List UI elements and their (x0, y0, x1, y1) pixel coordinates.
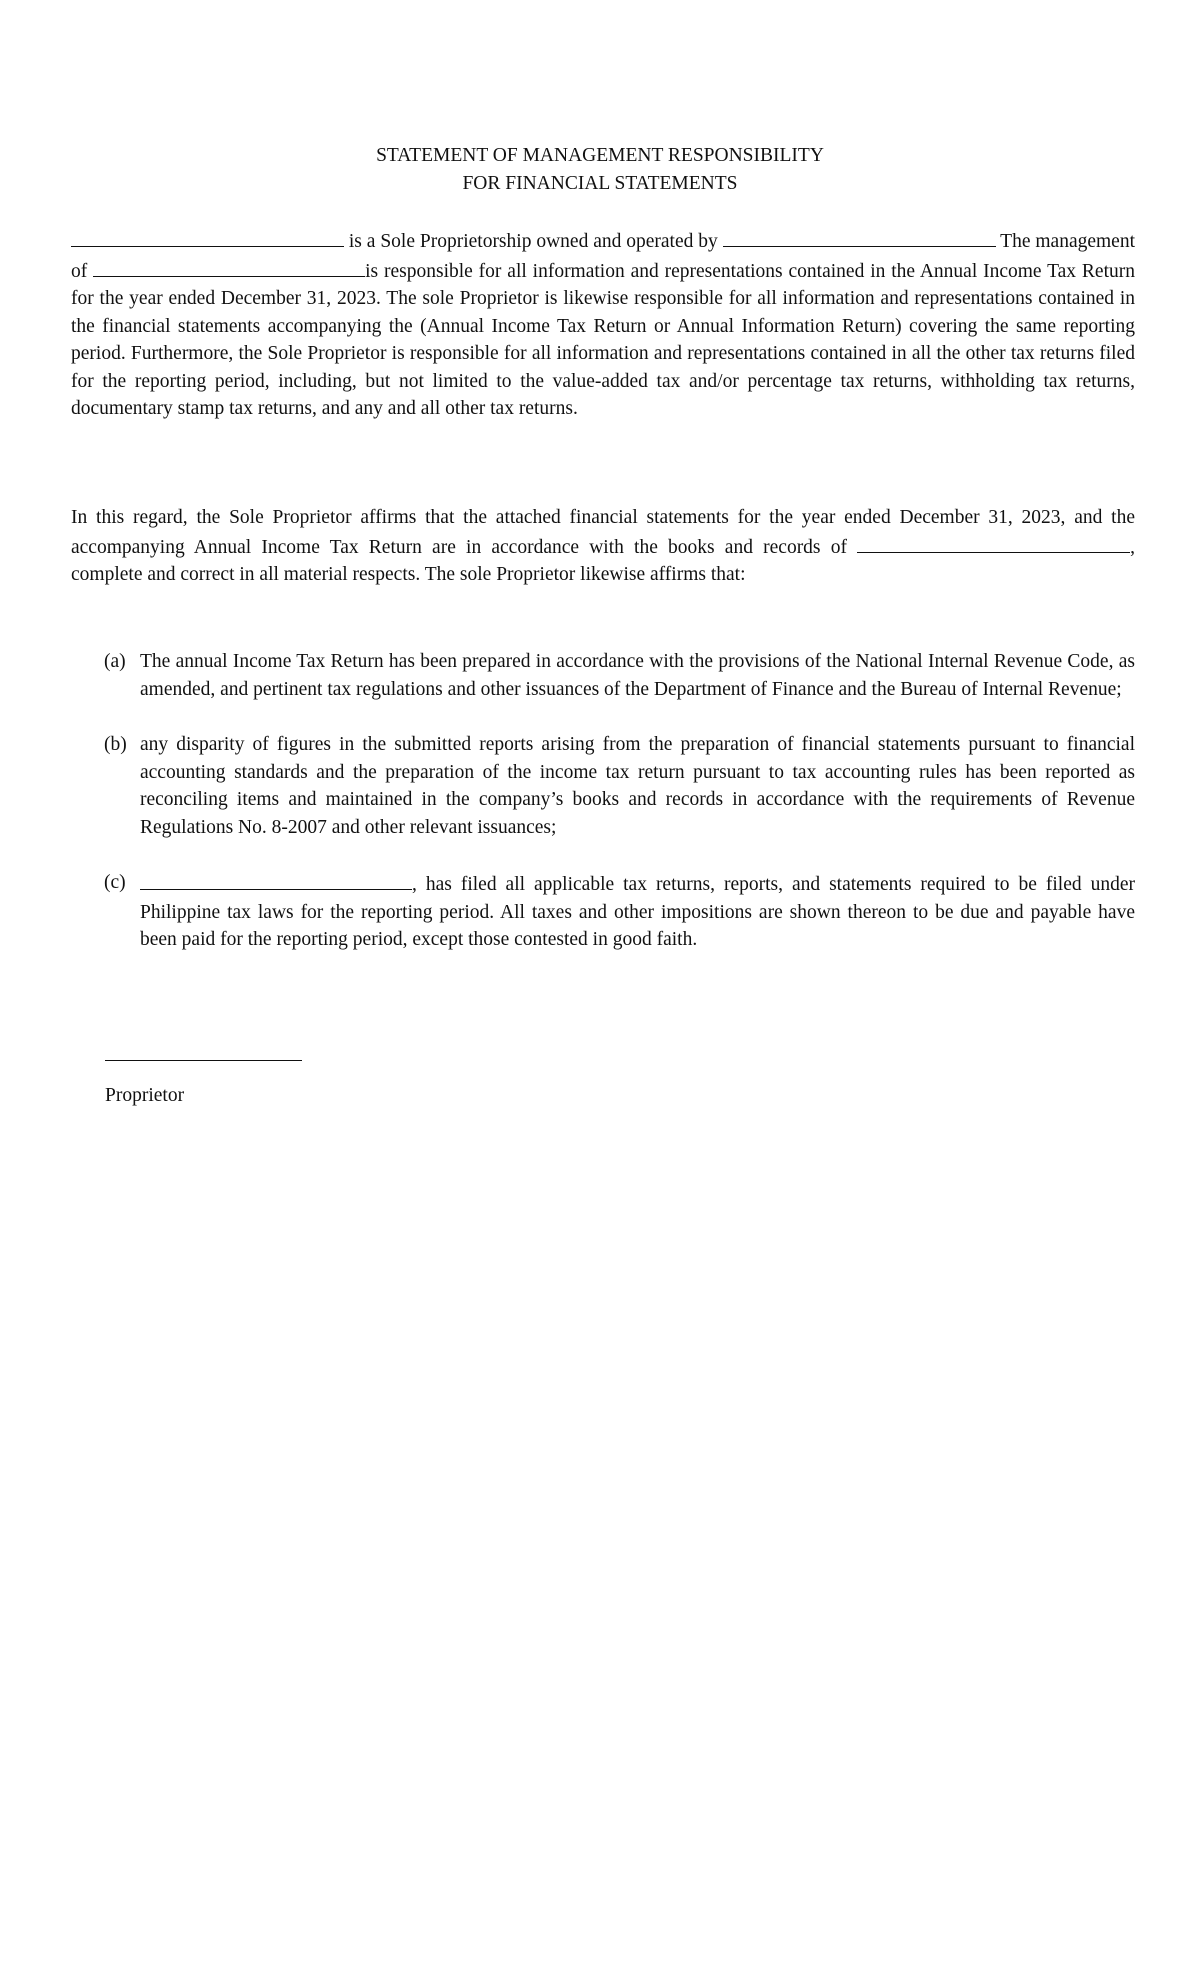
list-item-text: , has filed all applicable tax returns, reports, and statements required to be filed under Philippine tax laws for the reporting period. All taxes and other impositions are shown thereon to be due and payable have been paid for the reporting period, except those contested in good faith. (140, 874, 1135, 950)
list-marker: (a) (104, 651, 126, 672)
filer-name-blank[interactable] (140, 869, 412, 890)
responsibility-paragraph (71, 226, 1135, 423)
paragraph2-text-1: In this regard, the Sole Proprietor affirms that the attached financial statements for the year ended December 31, 2023, and the accompanying Annual Income Tax Return are in accordance with the books and records of (71, 507, 1135, 558)
list-item-text: The annual Income Tax Return has been prepared in accordance with the provisions of the National Internal Revenue Code, as amended, and pertinent tax regulations and other issuances of the Department of Finance and the Bureau of Internal Revenue; (140, 651, 1135, 700)
management-name-blank[interactable] (93, 256, 365, 277)
list-item (104, 648, 1135, 703)
affirmation-paragraph (71, 504, 1135, 589)
list-item (104, 731, 1135, 841)
list-marker: (c) (104, 872, 126, 893)
paragraph1-text-1: is a Sole Proprietorship owned and operated by (344, 231, 723, 252)
list-item (104, 869, 1135, 954)
paragraph1-text-2: The management of (71, 231, 1135, 282)
business-name-blank[interactable] (71, 226, 344, 247)
signature-line[interactable] (105, 1060, 302, 1061)
title-line-2: FOR FINANCIAL STATEMENTS (462, 172, 738, 194)
paragraph1-text-3: is responsible for all information and representations contained in the Annual Income Tax Return for the year ended December 31, 2023. The sole Proprietor is likewise responsible for all information and representations contained in the financial statements accompanying the (Annual Income Tax Return or Annual Information Return) covering the same reporting period. Furthermore, the Sole Proprietor is responsible for all information and representations contained in all the other tax returns filed for the reporting period, including, but not limited to the value-added tax and/or percentage tax returns, withholding tax returns, documentary stamp tax returns, and any and all other tax returns. (71, 260, 1136, 419)
paragraph2-text-2: , complete and correct in all material respects. The sole Proprietor likewise affirms that: (71, 536, 1135, 585)
affirmation-list (104, 648, 1135, 982)
title-line-1: STATEMENT OF MANAGEMENT RESPONSIBILITY (376, 145, 824, 166)
list-item-text: any disparity of figures in the submitted reports arising from the preparation of financial statements pursuant to financial accounting standards and the preparation of the income tax return pursuant to tax accounting rules has been reported as reconciling items and maintained in the company’s books and records in accordance with the requirements of Revenue Regulations No. 8-2007 and other relevant issuances; (140, 734, 1135, 838)
list-marker: (b) (104, 734, 127, 755)
document-title (0, 142, 1200, 197)
records-owner-blank[interactable] (857, 532, 1130, 553)
signature-label: Proprietor (105, 1085, 185, 1106)
owner-name-blank[interactable] (723, 226, 996, 247)
